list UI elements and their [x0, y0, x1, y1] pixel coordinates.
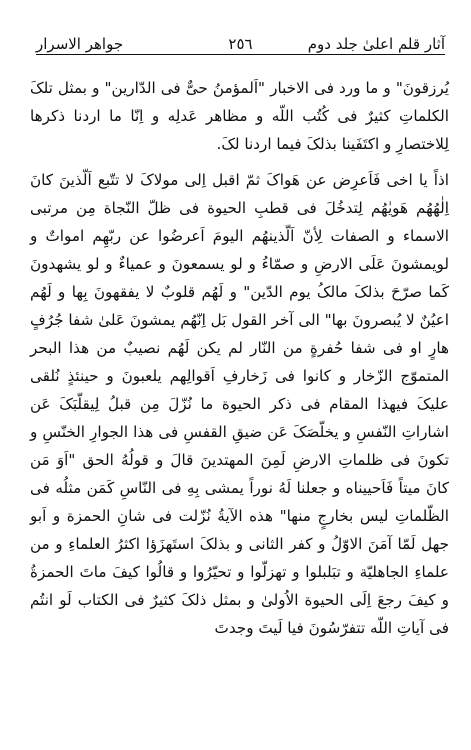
header-rule: [36, 54, 445, 55]
page-number: ٢٥٦: [228, 35, 253, 53]
book-title: آثار قلم اعلیٰ جلد دوم: [307, 35, 445, 53]
paragraph-1: يُرزقونَ" و ما ورد فی الاخبار "اَلمؤمنُ حیٌّ فی الدّارین" و بمثل تلکَ الکلماتِ کثیرٌ فی کُتُب اللّه و مظاهر عَدلِه و اِنّا ما اردنا ذکرها لِلاختصارِ و اکتَفَینا بذلکَ فیما اردنا لکَ.: [30, 79, 449, 153]
section-title: جواهر الاسرار: [36, 35, 124, 53]
paragraph-2: اذاً یا اخی فَاَعرِض عن هَواکَ ثمّ اقبل اِلی مولاکَ لا تتّبع اَلّذینَ کانَ اِلٰهُهُم هَویٰهُم لِتدخُلَ فی قطبِ الحیوة فی ظلّ النّجاة مِن مرتبی الاسماء و الصفات لِأنّ اَلّذینهُم الیومَ اَعرضُوا عن ربّهِم امواتٌ و لویمشونَ عَلَی الارضِ و صمّاءُ و لو یسمعونَ و عمیاءٌ و لو یشهدونَ کَما صرّحَ بذلکَ مالکُ یوم الدّین" و لَهُم قلوبٌ لا یفقهونَ بِها و لَهُم اعیُنٌ لا یُبصرونَ بها" الی آخر القول بَل اِنّهُم یمشونَ عَلیٰ شفا جُرُفٍ هارٍ او فی شفا حُفرةٍ من النّار لم یکن لَهُم نصیبٌ من هذا البحر المتموّج الزّخار و کانوا فی زَخارفِ اَقوالِهم یلعبونَ و حینئذٍ نُلقی علیکَ فیهذا المقام فی ذکر الحیوة ما نُزّلَ مِن قبلُ لِیقلّبَکَ عَن اشاراتِ النّفسِ و یخلّصَکَ عَن ضیقِ القفسِ فی هذا الجوارِ الخنّسِ و تکونَ فی ظلماتِ الارضِ لَمِنَ المهتدینَ قالَ و قولُهُ الحق "اَوَ مَن کانَ میتاً فَاَحییناه و جعلنا لَهُ نوراً یمشی بِهِ فی النّاسِ کَمَن مثلُه فی الظّلماتِ لیس بخارجٍ منها" هذه الآیةُ نُزّلت فی شانِ الحمزة و اَبو جهل لَمّا آمَنَ الاوّلُ و کفر الثانی و بذلکَ استَهزَؤا اکثرُ العلماءِ و من علماءِ الجاهلیّة و تبَلبلوا و تهزلّوا و تحیّرُوا و قالُوا کیفَ ماتَ الحمزةُ و کیفَ رجعَ اِلَی الحیوة الاُولیٰ و بمثل ذلکَ کثیرٌ فی الکتاب لَو انتُم فی آیاتِ اللّه تتفرّسُونَ فیا لَیتَ وجدتَ: [30, 171, 449, 637]
body-text: [30, 74, 449, 650]
